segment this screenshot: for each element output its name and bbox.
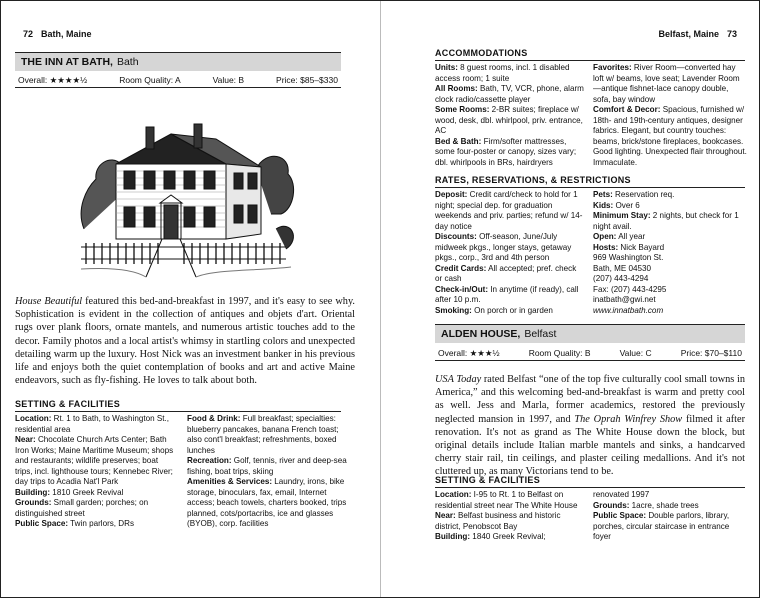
publication-name: USA Today [435, 374, 482, 385]
entry-label: Food & Drink: [187, 414, 241, 423]
entry-label: All Rooms: [435, 84, 478, 93]
inn-title-bar [15, 52, 341, 71]
inn-city: Bath [116, 56, 139, 68]
accommodation-entry [593, 63, 747, 105]
entry-label: Near: [15, 435, 36, 444]
setting-facilities-heading: SETTING & FACILITIES [15, 399, 341, 412]
inn-illustration [76, 109, 301, 279]
entry-label: Pets: [593, 190, 613, 199]
entry-text: 1acre, shade trees [629, 500, 699, 510]
host-phone: (207) 443-4294 [593, 274, 649, 283]
setting-col-1 [15, 414, 177, 530]
inn-name: THE INN AT BATH, [21, 56, 113, 68]
entry-label: Favorites: [593, 63, 632, 72]
accommodation-entry [435, 63, 585, 84]
inn-description [435, 373, 745, 479]
entry-text: In anytime (if ready), call after 10 p.m. [435, 284, 579, 304]
entry-label: Public Space: [593, 511, 647, 520]
entry-text: 1840 Greek Revival; [470, 532, 546, 541]
facility-entry [435, 532, 585, 543]
accommodation-entry [593, 105, 747, 168]
running-head [15, 29, 92, 39]
rate-entry [593, 243, 747, 254]
entry-text: Over 6 [613, 200, 640, 210]
host-website: www.innatbath.com [593, 305, 664, 315]
room-quality: Room Quality: A [119, 75, 181, 85]
rate-entry [593, 232, 747, 243]
facility-entry [15, 519, 177, 530]
facility-entry [15, 435, 177, 488]
entry-text: 2 nights, but check for 1 night avail. [593, 211, 739, 231]
facility-entry [15, 488, 177, 499]
entry-label: Building: [435, 532, 471, 541]
accommodation-entry [435, 105, 585, 137]
entry-text: Nick Bayard [618, 242, 665, 252]
left-page [1, 1, 380, 597]
running-title: Belfast, Maine [658, 29, 719, 39]
overall-rating [438, 348, 500, 359]
page-number: 72 [23, 29, 34, 39]
overall-label: Overall: [18, 74, 48, 85]
show-name: The Oprah Winfrey Show [574, 413, 683, 425]
inn-city: Belfast [524, 328, 557, 340]
setting-col-2 [187, 414, 347, 530]
facility-entry [593, 501, 747, 512]
setting-col-2 [593, 490, 747, 543]
setting-col-1 [435, 490, 585, 543]
publication-name: House Beautiful [15, 296, 83, 307]
description-text: rated Belfast “one of the top five culturally cool small towns in America,” and this welcoming bed-and-breakfast is warm and pretty cool as well. Jess and Marla, former academics, restored the previously neglected mansion in 1997, and [435, 374, 745, 425]
rates-heading: RATES, RESERVATIONS, & RESTRICTIONS [435, 175, 745, 188]
entry-text: 8 guest rooms, incl. 1 disabled access room; 1 suite [435, 63, 570, 83]
entry-label: Amenities & Services: [187, 477, 273, 486]
entry-text: Small garden; porches; on distinguished street [15, 498, 149, 518]
entry-label: Public Space: [15, 519, 69, 528]
entry-text: Twin parlors, DRs [68, 519, 135, 528]
facility-continuation: renovated 1997 [593, 490, 650, 499]
entry-text: Belfast business and historic district, Penobscot Bay [435, 511, 561, 531]
accommodation-entry [435, 84, 585, 105]
entry-label: Some Rooms: [435, 105, 490, 114]
entry-label: Recreation: [187, 456, 232, 465]
inn-description [15, 295, 355, 387]
entry-text: Chocolate Church Arts Center; Bath Iron Works; Maine Maritime Museum; shops and restaurants; wildlife preserves; boat trips, incl. lighthouse tours; Kennebec River; day trips to Acadia Nat'l Park [15, 435, 174, 486]
price: Price: $85–$330 [276, 75, 338, 85]
entry-label: Building: [15, 487, 51, 497]
entry-text: Double parlors, library, porches, circular staircase in entrance foyer [593, 511, 730, 541]
entry-text: Full breakfast; specialties: blueberry pancakes, banana French toast; also cont'l breakfast; refreshments, boxed lunches [187, 414, 339, 455]
entry-label: Discounts: [435, 232, 477, 241]
entry-label: Open: [593, 232, 617, 241]
entry-label: Comfort & Decor: [593, 105, 661, 114]
overall-label: Overall: [438, 347, 468, 358]
inn-title-bar [435, 324, 745, 343]
facility-entry [187, 414, 347, 456]
entry-label: Location: [435, 490, 472, 499]
accommodations-heading: ACCOMMODATIONS [435, 48, 745, 61]
facility-entry [15, 414, 177, 435]
page-number: 73 [726, 29, 737, 39]
entry-text: On porch or in garden [471, 305, 553, 315]
host-address: 969 Washington St. [593, 253, 664, 262]
entry-text: 1810 Greek Revival [50, 487, 124, 497]
rate-entry [593, 201, 747, 212]
host-city: Bath, ME 04530 [593, 263, 652, 273]
accommodations-col-2 [593, 63, 747, 168]
facility-entry [187, 477, 347, 530]
rate-entry [435, 306, 585, 317]
entry-label: Bed & Bath: [435, 136, 482, 146]
host-email: inatbath@gwi.net [593, 295, 656, 304]
entry-text: Off-season, June/July midweek pkgs., longer stays, getaway pkgs., corp., 3rd and 4th person [435, 232, 572, 262]
setting-facilities-heading: SETTING & FACILITIES [435, 475, 745, 488]
entry-text: Laundry, irons, bike storage, binoculars, fax, email, Internet access; beach towels, charters booked, trips planned, cots/portacribs, ice and glasses (BYOB), corp. facilities [187, 477, 347, 528]
room-quality: Room Quality: B [528, 348, 591, 358]
entry-label: Check-in/Out: [435, 284, 489, 294]
entry-label: Credit Cards: [435, 263, 487, 273]
entry-label: Near: [435, 511, 456, 520]
accommodations-col-1 [435, 63, 585, 168]
entry-text: All accepted; pref. check or cash [435, 263, 577, 283]
rates-col-2 [593, 190, 747, 316]
description-text: featured this bed-and-breakfast in 1997, and it's easy to see why. Sophistication is evident in the collection of antiques and objets d'art. Oriental rugs over plank floors, ornate mantels, and numerous artistic touches add to the decor. Family photos and a local artist's whimsy in startling colors and unexpected detailing warm up the luxury. Host Nick was an investment banker in his previous life and enjoys both the quiet contemplation of books and art and active Maine endeavors, such as fly-fishing. He loves to talk about both. [15, 296, 356, 387]
entry-text: All year [616, 232, 646, 241]
entry-text: River Room—converted hay loft w/ beams, love seat; Lavender Room—antique fishnet-lace canopy double, sofa, bay window [593, 63, 740, 104]
ratings-row [435, 346, 745, 361]
value-rating: Value: B [212, 75, 245, 85]
entry-text: I-95 to Rt. 1 to Belfast on residential street near The White House [435, 490, 578, 510]
inn-name: ALDEN HOUSE, [441, 328, 521, 340]
facility-entry [593, 511, 747, 543]
facility-entry [15, 498, 177, 519]
entry-text: Rt. 1 to Bath, to Washington St., residential area [15, 414, 169, 434]
rates-col-1 [435, 190, 585, 316]
overall-stars: ★★★★½ [49, 74, 88, 85]
overall-stars: ★★★½ [469, 347, 500, 358]
rate-entry [435, 264, 585, 285]
entry-label: Minimum Stay: [593, 211, 651, 220]
rate-entry [435, 232, 585, 264]
running-head [658, 29, 745, 39]
host-fax: Fax: (207) 443-4295 [593, 284, 667, 294]
entry-text: Bath, TV, VCR, phone, alarm clock radio/cassette player [435, 84, 584, 104]
entry-text: Spacious, furnished w/ 18th- and 19th-century antiques, designer fabrics. Elegant, but country touches: beams, brick/stone fireplaces, bookcases. Good lighting. Unexpected flair throughout. Immaculate. [593, 105, 747, 167]
rate-entry [593, 190, 747, 201]
running-title: Bath, Maine [41, 29, 92, 39]
rate-entry [435, 285, 585, 306]
rate-entry [593, 211, 747, 232]
entry-text: 2-BR suites; fireplace w/ wood, desk, dbl. whirlpool, priv. entrance, AC [435, 105, 583, 135]
right-page [381, 1, 759, 597]
ratings-row [15, 73, 341, 88]
entry-text: Golf, tennis, river and deep-sea fishing, boat trips, skiing [187, 456, 347, 476]
entry-text: Credit card/check to hold for 1 night; special dep. for graduation weekends and priv. parties; refund w/ 14-day notice [435, 190, 583, 231]
entry-label: Hosts: [593, 242, 619, 252]
overall-rating [18, 75, 87, 86]
description-text: filmed it after renovation. It's not as grand as The White House down the block, but original details include Italian marble mantels and sinks, a handcarved cherry stair rail, tin ceilings, and plaster ceiling medallions. And it's not cluttered up, as many Victorians tend to be. [435, 413, 746, 478]
entry-label: Deposit: [435, 190, 468, 199]
facility-entry [187, 456, 347, 477]
entry-label: Units: [435, 63, 458, 72]
price: Price: $70–$110 [680, 348, 742, 358]
accommodation-entry [435, 137, 585, 169]
entry-label: Smoking: [435, 305, 472, 315]
entry-label: Grounds: [593, 500, 630, 510]
entry-text: Reservation req. [612, 190, 675, 199]
facility-entry [435, 511, 585, 532]
value-rating: Value: C [619, 348, 652, 358]
entry-label: Kids: [593, 200, 614, 210]
facility-entry [435, 490, 585, 511]
entry-label: Location: [15, 414, 52, 423]
entry-text: Firm/softer mattresses, some four-poster or canopy, sizes vary; dbl. whirlpools in BRs, hairdryers [435, 136, 577, 167]
rate-entry [435, 190, 585, 232]
entry-label: Grounds: [15, 498, 52, 507]
